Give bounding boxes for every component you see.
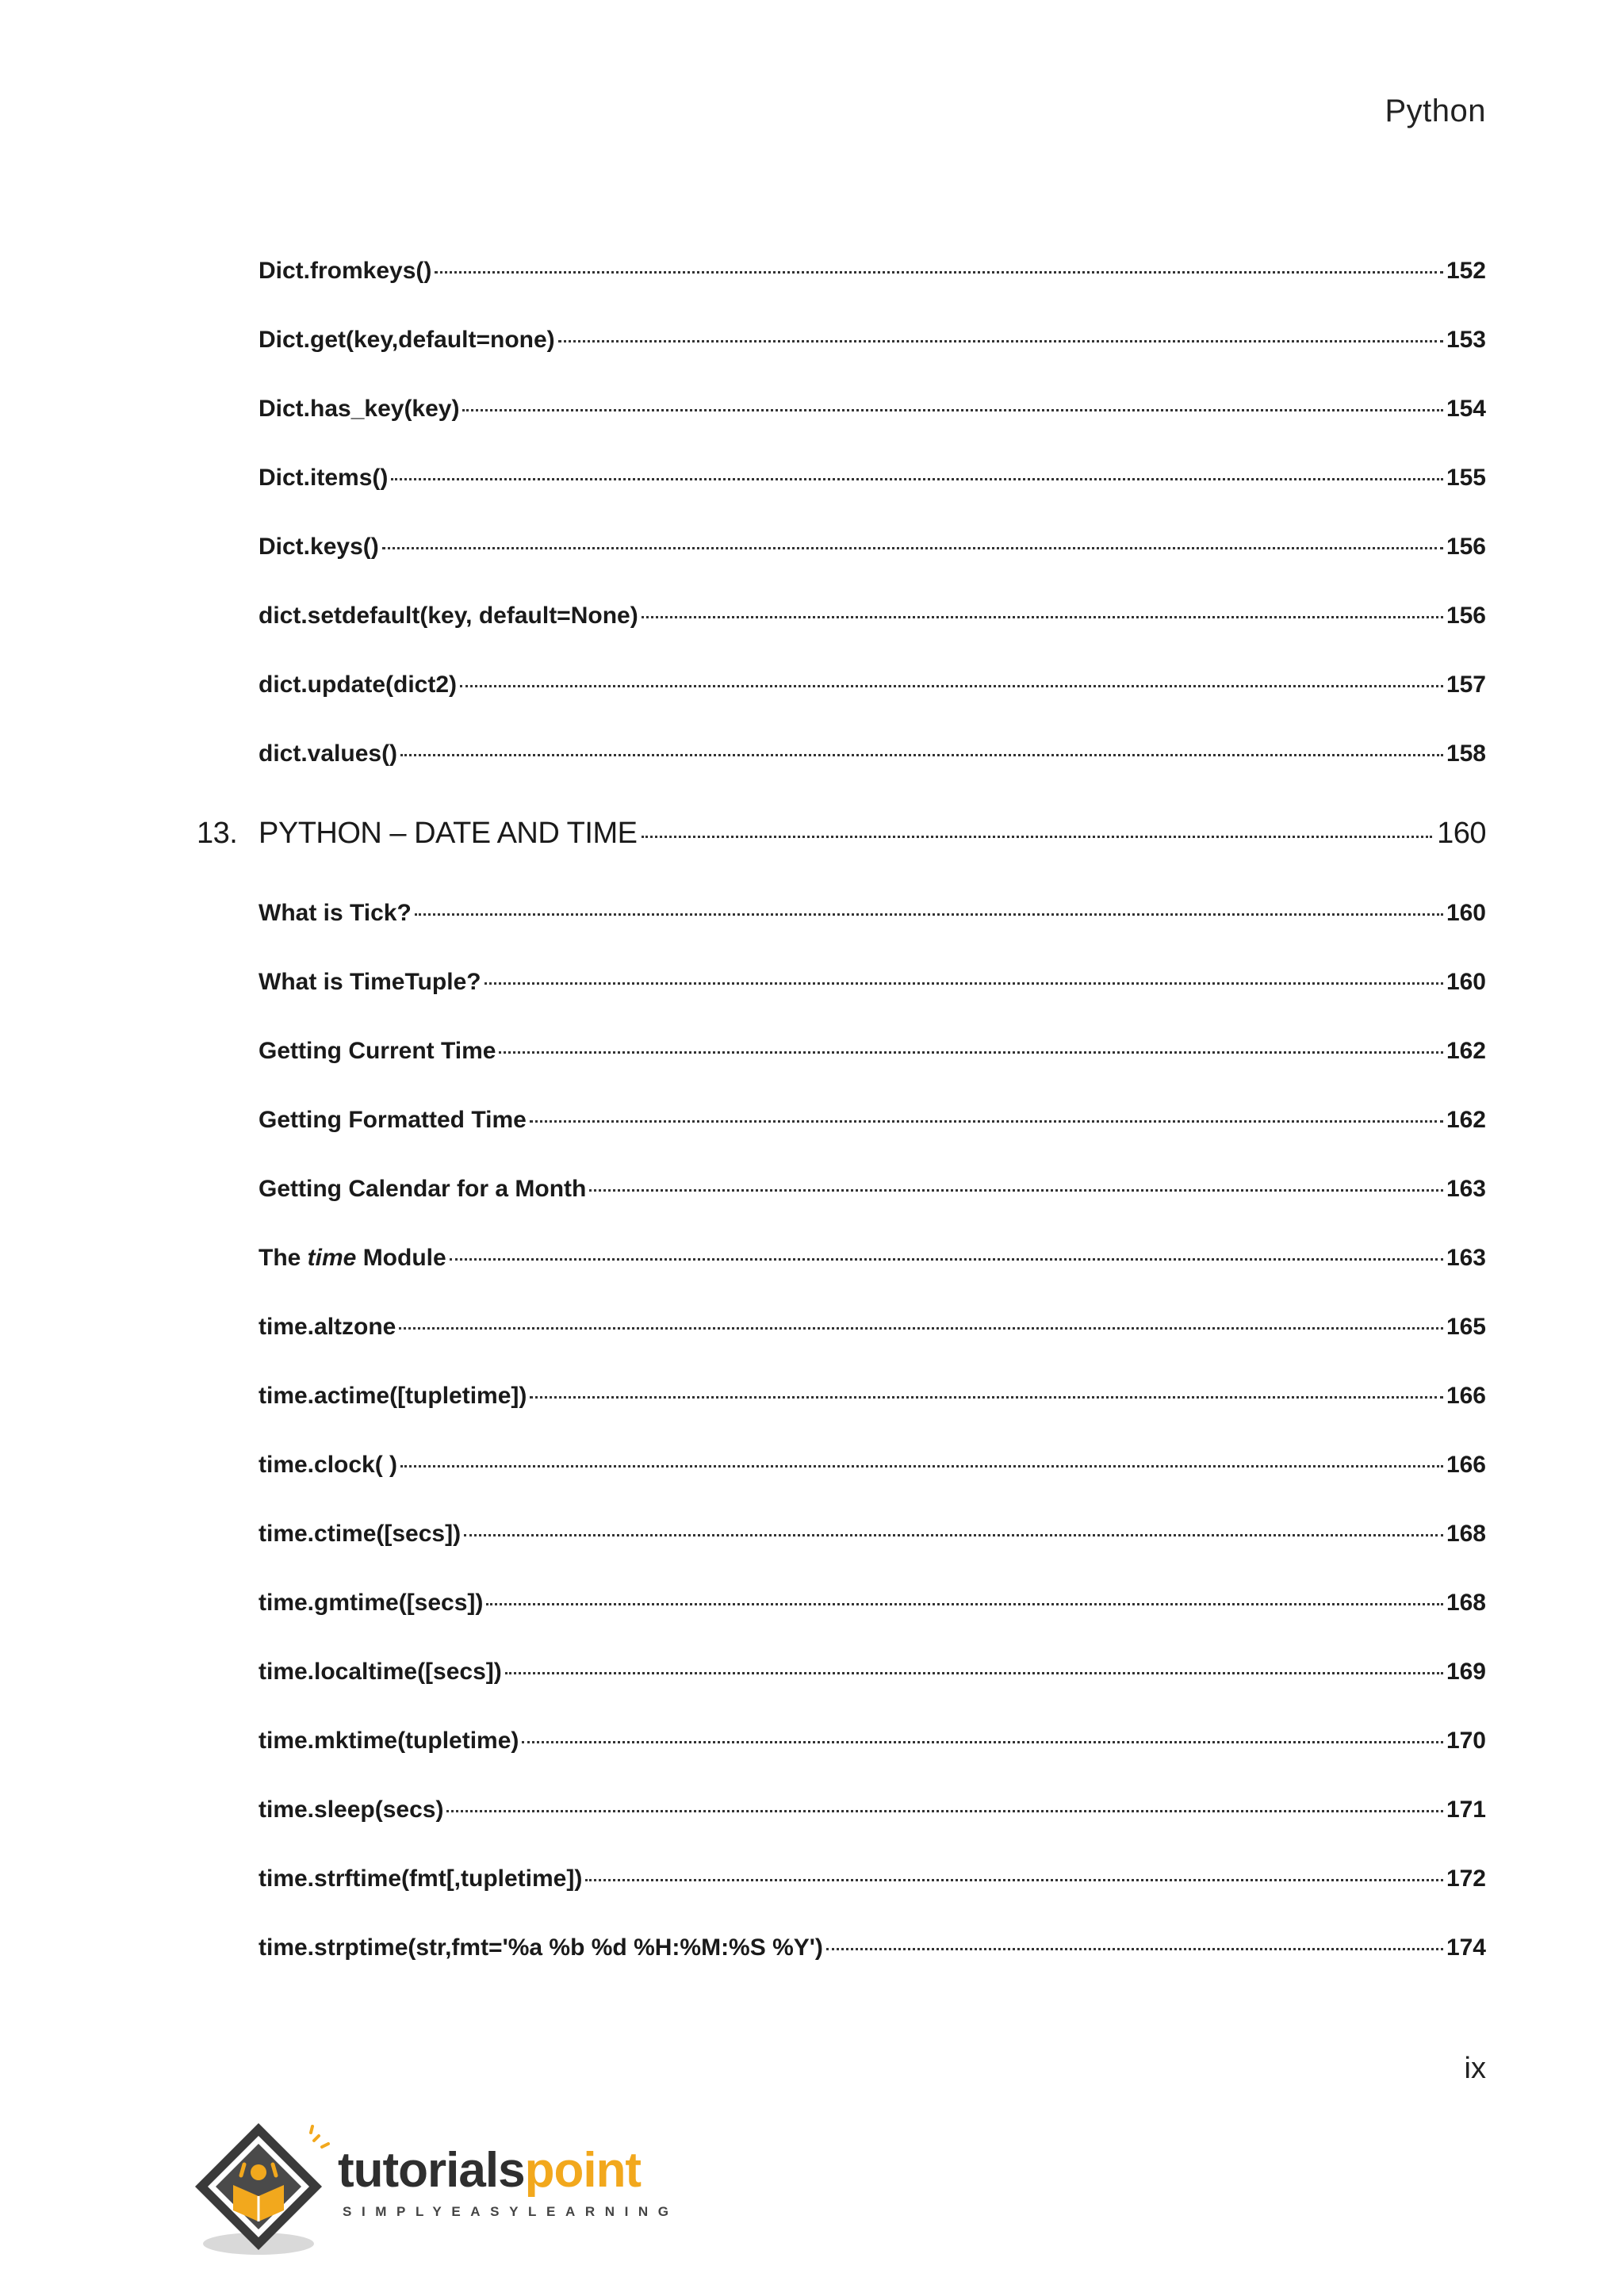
toc-entry-label: time.gmtime([secs]) <box>259 1590 484 1616</box>
dot-leader <box>642 812 1432 838</box>
toc-entry-label: Getting Calendar for a Month <box>259 1176 587 1202</box>
chapter-title: PYTHON – DATE AND TIME <box>259 817 638 850</box>
toc-entry[interactable] <box>259 252 1486 285</box>
toc-entry-label: time.altzone <box>259 1314 396 1340</box>
toc-entry-label: Getting Current Time <box>259 1038 496 1064</box>
toc-entry-page: 157 <box>1446 672 1486 698</box>
toc-entry-label: What is Tick? <box>259 900 412 926</box>
toc-entry[interactable] <box>259 597 1486 629</box>
label-part: The <box>259 1245 308 1271</box>
dot-leader <box>589 1165 1443 1192</box>
toc-entry[interactable] <box>259 963 1486 996</box>
chapter-number: 13. <box>197 817 238 850</box>
dot-leader <box>499 1027 1442 1054</box>
toc-entry-page: 160 <box>1446 900 1486 926</box>
toc-entry[interactable] <box>259 1377 1486 1410</box>
toc-entry-label <box>259 1245 446 1272</box>
toc-entry-page: 166 <box>1446 1452 1486 1478</box>
logo-wordmark <box>338 2142 641 2198</box>
toc-entry-page: 165 <box>1446 1314 1486 1340</box>
toc-entry-label: time.strftime(fmt[,tupletime]) <box>259 1866 583 1892</box>
toc-entry-label: dict.update(dict2) <box>259 672 458 698</box>
toc-entry-page: 162 <box>1446 1107 1486 1133</box>
toc-entry[interactable] <box>259 390 1486 423</box>
toc-entry[interactable] <box>259 1929 1486 1961</box>
toc-entry[interactable] <box>259 1722 1486 1755</box>
dot-leader <box>522 1717 1443 1743</box>
toc-entry-label: time.sleep(secs) <box>259 1797 444 1823</box>
toc-entry-page: 155 <box>1446 465 1486 491</box>
dot-leader <box>399 1303 1443 1330</box>
dot-leader <box>826 1924 1443 1950</box>
toc-entry-label: Dict.has_key(key) <box>259 396 460 422</box>
dot-leader <box>505 1648 1443 1674</box>
toc-entry[interactable] <box>259 1584 1486 1617</box>
toc-entry-page: 152 <box>1446 258 1486 284</box>
dot-leader <box>382 523 1443 549</box>
dot-leader <box>486 1579 1443 1605</box>
toc-entry-page: 169 <box>1446 1659 1486 1685</box>
toc-entry-page: 170 <box>1446 1728 1486 1754</box>
tutorialspoint-logo <box>195 2109 687 2267</box>
toc-entry-label: What is TimeTuple? <box>259 969 481 995</box>
toc-entry-label: time.strptime(str,fmt='%a %b %d %H:%M:%S %Y') <box>259 1934 823 1961</box>
toc-entry[interactable] <box>259 1515 1486 1548</box>
toc-entry-page: 172 <box>1446 1866 1486 1892</box>
toc-entry-page: 171 <box>1446 1797 1486 1823</box>
toc-entry-label: time.mktime(tupletime) <box>259 1728 519 1754</box>
toc-entry-page: 154 <box>1446 396 1486 422</box>
page-number: ix <box>1464 2052 1486 2085</box>
toc-entry[interactable] <box>259 459 1486 492</box>
toc-entry-label: Dict.items() <box>259 465 389 491</box>
label-part: Module <box>356 1245 446 1271</box>
toc-entry-label: dict.setdefault(key, default=None) <box>259 603 638 629</box>
dot-leader <box>400 730 1443 756</box>
toc-entry[interactable] <box>259 321 1486 354</box>
toc-entry-label: Dict.keys() <box>259 534 379 560</box>
toc-entry-page: 153 <box>1446 327 1486 353</box>
dot-leader <box>446 1786 1442 1812</box>
toc-entry[interactable] <box>259 1170 1486 1203</box>
dot-leader <box>435 247 1443 274</box>
toc-entry-label: time.actime([tupletime]) <box>259 1383 527 1409</box>
toc-entry[interactable] <box>259 528 1486 561</box>
toc-entry-label: Getting Formatted Time <box>259 1107 527 1133</box>
toc-entry[interactable] <box>259 1791 1486 1823</box>
toc-entry[interactable] <box>259 1653 1486 1686</box>
toc-chapter-heading[interactable] <box>197 817 1486 851</box>
toc-entry[interactable] <box>259 735 1486 767</box>
toc-entry-page: 156 <box>1446 603 1486 629</box>
toc-entry[interactable] <box>259 666 1486 698</box>
logo-word-point: point <box>524 2143 642 2198</box>
toc-entry-label: time.clock( ) <box>259 1452 398 1478</box>
toc-entry[interactable] <box>259 1860 1486 1892</box>
dot-leader <box>391 454 1443 480</box>
toc-entry[interactable] <box>259 1239 1486 1272</box>
logo-tagline: SIMPLYEASYLEARNING <box>343 2204 679 2219</box>
label-emphasis: time <box>307 1245 357 1271</box>
chapter-page: 160 <box>1437 817 1486 850</box>
dot-leader <box>530 1372 1443 1399</box>
toc-entry-page: 163 <box>1446 1176 1486 1202</box>
toc-entry-page: 168 <box>1446 1590 1486 1616</box>
toc-entry-page: 163 <box>1446 1245 1486 1271</box>
toc-entry-page: 156 <box>1446 534 1486 560</box>
toc-entry[interactable] <box>259 1308 1486 1341</box>
toc-entry-label: Dict.fromkeys() <box>259 258 432 284</box>
dot-leader <box>485 959 1443 985</box>
toc-entry[interactable] <box>259 1032 1486 1065</box>
toc-entry[interactable] <box>259 1446 1486 1479</box>
dot-leader <box>530 1096 1443 1123</box>
logo-word-tutorials: tutorials <box>338 2143 525 2198</box>
toc-entry-label: Dict.get(key,default=none) <box>259 327 555 353</box>
dot-leader <box>464 1510 1443 1536</box>
toc-entry-label: time.localtime([secs]) <box>259 1659 502 1685</box>
dot-leader <box>462 385 1442 411</box>
toc-entry-page: 168 <box>1446 1521 1486 1547</box>
dot-leader <box>558 316 1443 342</box>
toc-entry[interactable] <box>259 894 1486 927</box>
toc-entry-page: 162 <box>1446 1038 1486 1064</box>
dot-leader <box>642 592 1443 618</box>
page-header-title: Python <box>1385 94 1486 128</box>
toc-entry-page: 166 <box>1446 1383 1486 1409</box>
toc-entry-page: 174 <box>1446 1934 1486 1961</box>
dot-leader <box>460 661 1443 687</box>
logo-emblem-icon <box>195 2109 354 2267</box>
dot-leader <box>450 1234 1443 1261</box>
toc-entry[interactable] <box>259 1101 1486 1134</box>
dot-leader <box>415 890 1443 916</box>
toc-entry-label: time.ctime([secs]) <box>259 1521 462 1547</box>
toc-entry-page: 160 <box>1446 969 1486 995</box>
toc-entry-page: 158 <box>1446 740 1486 767</box>
dot-leader <box>585 1855 1443 1881</box>
dot-leader <box>400 1441 1443 1468</box>
toc-entry-label: dict.values() <box>259 740 398 767</box>
